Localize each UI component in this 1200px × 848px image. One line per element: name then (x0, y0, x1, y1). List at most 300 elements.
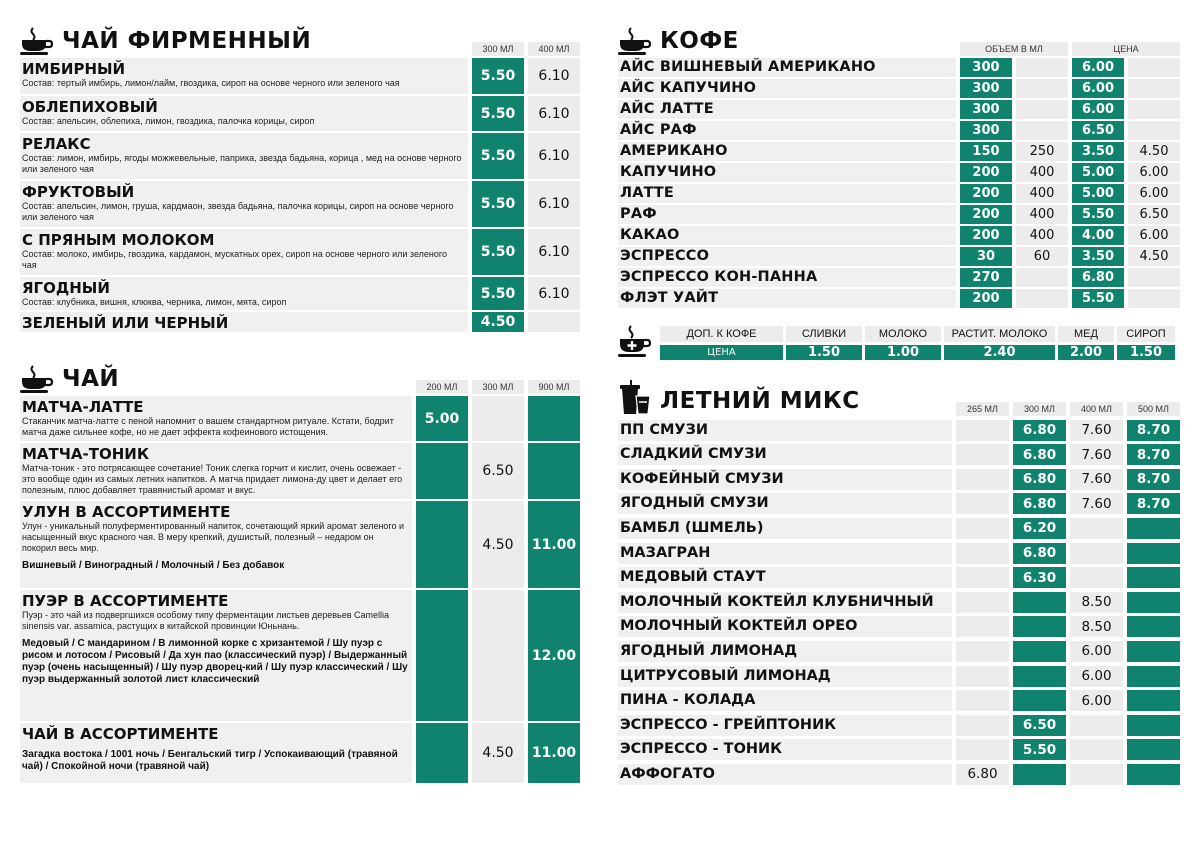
size-header: 900 МЛ (528, 380, 580, 394)
signature-tea-title: ЧАЙ ФИРМЕННЫЙ (62, 28, 312, 54)
price-cell (956, 518, 1009, 539)
menu-row (20, 590, 580, 721)
price-cell (1013, 616, 1066, 637)
price-cell: 5.00 (1072, 163, 1124, 182)
description-label: Состав: (22, 297, 55, 307)
price-cell: 6.00 (1070, 690, 1123, 711)
price-cell: 6.10 (528, 133, 580, 179)
volume-cell: 200 (960, 205, 1012, 224)
price-cell: 4.50 (472, 501, 524, 588)
price-cell (1013, 764, 1066, 785)
item-name: ПП СМУЗИ (618, 420, 952, 441)
coffee-row (618, 268, 1180, 287)
coffee-column-headers (956, 42, 1180, 56)
description-label: Состав: (22, 116, 55, 126)
price-cell (1127, 567, 1180, 588)
price-cell (956, 469, 1009, 490)
price-cell: 6.00 (1072, 79, 1124, 98)
summer-row (618, 420, 1180, 441)
coffee-row (618, 184, 1180, 203)
addon-price: 2.40 (944, 345, 1055, 360)
price-cell (956, 616, 1009, 637)
item-name: СЛАДКИЙ СМУЗИ (618, 444, 952, 465)
item-name: РАФ (618, 205, 956, 224)
size-header: 300 МЛ (472, 380, 524, 394)
volume-cell: 300 (960, 121, 1012, 140)
price-cell: 5.50 (472, 96, 524, 131)
price-cell (1070, 567, 1123, 588)
price-cell: 4.50 (1128, 142, 1180, 161)
cup-plus-icon (618, 324, 652, 360)
price-cell (1127, 641, 1180, 662)
price-cell (956, 641, 1009, 662)
menu-row (20, 443, 580, 499)
item-name: МАЗАГРАН (618, 543, 952, 564)
size-header: 300 МЛ (472, 42, 524, 56)
price-cell (1127, 616, 1180, 637)
price-cell: 6.50 (1128, 205, 1180, 224)
item-name: АЙС РАФ (618, 121, 956, 140)
left-column (20, 14, 580, 783)
size-header: 300 МЛ (1013, 402, 1066, 416)
price-cell (956, 690, 1009, 711)
item-name: ЧАЙ В АССОРТИМЕНТЕ (22, 725, 219, 743)
price-cell (528, 443, 580, 499)
price-cell: 6.80 (1072, 268, 1124, 287)
summer-row (618, 543, 1180, 564)
description-text: лимон, имбирь, ягоды можжевельные, паприка, звезда бадьяна, корица , мед на основе черного или зеленого чая (22, 153, 462, 174)
item-name: КОФЕЙНЫЙ СМУЗИ (618, 469, 952, 490)
coffee-row (618, 247, 1180, 266)
item-description: Стаканчик матча-латте с пеной напомнит о вашем стандартном ритуале. Кстати, бодрит матча даже сильнее кофе, но не дает эффекта кофеинового истощения. (22, 416, 394, 437)
addon-header: МЕД (1058, 326, 1114, 342)
price-cell (956, 592, 1009, 613)
price-cell (956, 715, 1009, 736)
price-cell: 7.60 (1070, 444, 1123, 465)
price-cell (956, 666, 1009, 687)
item-description: Матча-тоник - это потрясающее сочетание! Тоник слегка горчит и кислит, очень освежает - это вообще один из самых летних напитков. А матча придает лимона-ду цвет и делает его полезным, плюс добавляет травянистый аромат и вкус. (22, 463, 403, 495)
tea-header (20, 352, 580, 394)
price-cell (472, 396, 524, 441)
volume-cell: 200 (960, 163, 1012, 182)
size-header: 200 МЛ (416, 380, 468, 394)
price-cell (1013, 690, 1066, 711)
price-cell (956, 567, 1009, 588)
description-label: Состав: (22, 153, 55, 163)
summer-size-headers (952, 402, 1180, 416)
cold-drinks-icon (618, 382, 652, 416)
coffee-row (618, 205, 1180, 224)
price-cell: 6.00 (1070, 641, 1123, 662)
menu-item-info (20, 133, 468, 179)
summer-row (618, 616, 1180, 637)
signature-tea-header (20, 14, 580, 56)
price-cell: 8.50 (1070, 592, 1123, 613)
price-cell (1127, 715, 1180, 736)
price-cell: 8.70 (1127, 493, 1180, 514)
menu-item-info (20, 58, 468, 94)
volume-cell: 400 (1016, 226, 1068, 245)
price-cell (416, 723, 468, 783)
price-cell: 5.50 (472, 229, 524, 275)
price-cell: 4.00 (1072, 226, 1124, 245)
price-cell: 6.10 (528, 181, 580, 227)
item-varieties: Загадка востока / 1001 ночь / Бенгальский тигр / Успокаивающий (травяной чай) / Спокойной ночи (травяной чай) (22, 749, 398, 772)
menu-row (20, 501, 580, 588)
addon-price: 1.50 (786, 345, 862, 360)
size-header: 265 МЛ (956, 402, 1009, 416)
description-text: апельсин, лимон, груша, кардмаон, звезда бадьяна, палочка корицы, сироп на основе черного или зеленого чая (22, 201, 454, 222)
volume-cell: 400 (1016, 205, 1068, 224)
price-cell: 6.80 (1013, 543, 1066, 564)
tea-title: ЧАЙ (62, 366, 120, 392)
price-cell: 3.50 (1072, 247, 1124, 266)
addon-header: ДОП. К КОФЕ (660, 326, 783, 342)
size-header: 400 МЛ (528, 42, 580, 56)
item-description (22, 249, 464, 271)
price-cell: 6.00 (1072, 58, 1124, 77)
item-name: МОЛОЧНЫЙ КОКТЕЙЛ КЛУБНИЧНЫЙ (618, 592, 952, 613)
description-label: Состав: (22, 78, 55, 88)
price-cell (1128, 121, 1180, 140)
summer-row (618, 666, 1180, 687)
price-cell (1127, 592, 1180, 613)
price-cell (472, 590, 524, 721)
addon-price: 2.00 (1058, 345, 1114, 360)
description-label: Состав: (22, 201, 55, 211)
coffee-row (618, 100, 1180, 119)
price-cell: 6.80 (1013, 444, 1066, 465)
coffee-row (618, 142, 1180, 161)
description-text: апельсин, облепиха, лимон, гвоздика, палочка корицы, сироп (54, 116, 315, 126)
right-column (618, 14, 1180, 785)
volume-cell: 30 (960, 247, 1012, 266)
item-description: Улун - уникальный полуферментированный напиток, сочетающий яркий аромат зеленого и насыщенный вкус красного чая. В меру крепкий, душистый, полезный – недаром он покорил весь мир. (22, 521, 405, 553)
size-header: 500 МЛ (1127, 402, 1180, 416)
price-cell (416, 590, 468, 721)
price-cell: 5.50 (472, 58, 524, 94)
price-cell (1013, 666, 1066, 687)
item-name: БАМБЛ (ШМЕЛЬ) (618, 518, 952, 539)
volume-cell: 200 (960, 184, 1012, 203)
item-name: ЦИТРУСОВЫЙ ЛИМОНАД (618, 666, 952, 687)
item-description (22, 201, 464, 223)
addon-price: 1.50 (1117, 345, 1175, 360)
price-cell (1128, 268, 1180, 287)
item-name: ЯГОДНЫЙ ЛИМОНАД (618, 641, 952, 662)
price-cell (1128, 79, 1180, 98)
volume-cell (1016, 79, 1068, 98)
price-cell (956, 444, 1009, 465)
description-label: Состав: (22, 249, 55, 259)
item-name: ЭСПРЕССО - ГРЕЙПТОНИК (618, 715, 952, 736)
item-name: ЭСПРЕССО - ТОНИК (618, 739, 952, 760)
summer-row (618, 567, 1180, 588)
item-description: Пуэр - это чай из подвергшихся особому типу ферментации листьев деревьев Camellia sinensis var. assamica, растущих в китайской провинции Юньнань. (22, 610, 390, 631)
item-name: АМЕРИКАНО (618, 142, 956, 161)
description-text: клубника, вишня, клюква, черника, лимон, мята, сироп (54, 297, 287, 307)
menu-item-info (20, 501, 412, 588)
volume-cell: 250 (1016, 142, 1068, 161)
volume-cell (1016, 121, 1068, 140)
price-cell: 6.50 (1072, 121, 1124, 140)
price-cell (1013, 641, 1066, 662)
coffee-row (618, 226, 1180, 245)
price-cell: 5.00 (1072, 184, 1124, 203)
price-cell (1070, 764, 1123, 785)
coffee-list (618, 58, 1180, 308)
item-description (22, 116, 464, 127)
tea-size-headers (412, 380, 580, 394)
summer-row (618, 764, 1180, 785)
menu-row (20, 181, 580, 227)
price-cell (1127, 764, 1180, 785)
addon-price-label: ЦЕНА (660, 345, 783, 360)
price-cell: 5.50 (1072, 289, 1124, 308)
menu-row (20, 96, 580, 131)
price-cell: 6.10 (528, 229, 580, 275)
item-name: ФРУКТОВЫЙ (22, 183, 135, 201)
cup-icon (618, 22, 652, 56)
price-cell (1128, 289, 1180, 308)
volume-cell: 300 (960, 100, 1012, 119)
item-name: МОЛОЧНЫЙ КОКТЕЙЛ ОРЕО (618, 616, 952, 637)
volume-cell (1016, 268, 1068, 287)
item-name: ЯГОДНЫЙ (22, 279, 110, 297)
price-cell: 6.10 (528, 277, 580, 310)
description-text: тертый имбирь, лимон/лайм, гвоздика, сироп на основе черного или зеленого чая (54, 78, 400, 88)
item-name: ИМБИРНЫЙ (22, 60, 126, 78)
item-name: ЭСПРЕССО КОН-ПАННА (618, 268, 956, 287)
price-header: ЦЕНА (1072, 42, 1180, 56)
price-cell (1127, 518, 1180, 539)
volume-cell: 300 (960, 79, 1012, 98)
price-cell: 7.60 (1070, 493, 1123, 514)
signature-size-headers (468, 42, 580, 56)
menu-row (20, 723, 580, 783)
menu-item-info (20, 181, 468, 227)
cup-icon (20, 22, 54, 56)
price-cell: 11.00 (528, 501, 580, 588)
price-cell: 11.00 (528, 723, 580, 783)
volume-cell (1016, 58, 1068, 77)
price-cell: 5.50 (1072, 205, 1124, 224)
price-cell (416, 443, 468, 499)
menu-row (20, 229, 580, 275)
price-cell (1070, 715, 1123, 736)
price-cell: 6.10 (528, 58, 580, 94)
price-cell: 4.50 (472, 312, 524, 332)
item-name: АФФОГАТО (618, 764, 952, 785)
item-name: ЯГОДНЫЙ СМУЗИ (618, 493, 952, 514)
price-cell: 6.00 (1128, 226, 1180, 245)
coffee-row (618, 58, 1180, 77)
summer-mix-list (618, 420, 1180, 785)
price-cell: 6.00 (1072, 100, 1124, 119)
coffee-title: КОФЕ (660, 28, 739, 54)
item-name: КАКАО (618, 226, 956, 245)
price-cell: 4.50 (472, 723, 524, 783)
item-name: ЛАТТЕ (618, 184, 956, 203)
price-cell: 6.00 (1128, 184, 1180, 203)
menu-item-info (20, 96, 468, 131)
tea-list (20, 396, 580, 783)
summer-row (618, 444, 1180, 465)
price-cell (1070, 518, 1123, 539)
price-cell: 6.50 (1013, 715, 1066, 736)
item-name: С ПРЯНЫМ МОЛОКОМ (22, 231, 215, 249)
item-name: АЙС ЛАТТЕ (618, 100, 956, 119)
item-name: ПИНА - КОЛАДА (618, 690, 952, 711)
menu-row (20, 396, 580, 441)
summer-row (618, 592, 1180, 613)
price-cell (956, 420, 1009, 441)
price-cell: 4.50 (1128, 247, 1180, 266)
addon-header: РАСТИТ. МОЛОКО (944, 326, 1055, 342)
volume-cell: 270 (960, 268, 1012, 287)
price-cell (1127, 543, 1180, 564)
coffee-row (618, 289, 1180, 308)
price-cell (1013, 592, 1066, 613)
coffee-row (618, 121, 1180, 140)
price-cell (1128, 100, 1180, 119)
summer-mix-title: ЛЕТНИЙ МИКС (660, 388, 860, 414)
volume-cell: 200 (960, 289, 1012, 308)
summer-row (618, 739, 1180, 760)
price-cell: 6.20 (1013, 518, 1066, 539)
price-cell (956, 493, 1009, 514)
price-cell: 6.80 (956, 764, 1009, 785)
price-cell (528, 312, 580, 332)
item-name: ЗЕЛЕНЫЙ ИЛИ ЧЕРНЫЙ (22, 314, 229, 332)
size-header: 400 МЛ (1070, 402, 1123, 416)
cup-icon (20, 360, 54, 394)
price-cell (1127, 666, 1180, 687)
price-cell (416, 501, 468, 588)
price-cell (528, 396, 580, 441)
price-cell: 6.50 (472, 443, 524, 499)
price-cell (1128, 58, 1180, 77)
summer-row (618, 641, 1180, 662)
addons-table (660, 326, 1175, 360)
item-name: МАТЧА-ТОНИК (22, 445, 150, 463)
price-cell: 5.50 (472, 277, 524, 310)
price-cell: 6.80 (1013, 420, 1066, 441)
volume-header: ОБЪЕМ В МЛ (960, 42, 1068, 56)
coffee-row (618, 79, 1180, 98)
summer-row (618, 690, 1180, 711)
price-cell: 6.00 (1070, 666, 1123, 687)
item-name: МАТЧА-ЛАТТЕ (22, 398, 144, 416)
price-cell: 5.50 (472, 133, 524, 179)
price-cell: 6.00 (1128, 163, 1180, 182)
price-cell: 6.80 (1013, 493, 1066, 514)
item-name: ФЛЭТ УАЙТ (618, 289, 956, 308)
volume-cell: 400 (1016, 163, 1068, 182)
menu-item-info (20, 443, 412, 499)
menu-item-info (20, 590, 412, 721)
price-cell: 8.70 (1127, 420, 1180, 441)
item-name: АЙС ВИШНЕВЫЙ АМЕРИКАНО (618, 58, 956, 77)
price-cell (1070, 543, 1123, 564)
item-varieties: Вишневый / Виноградный / Молочный / Без добавок (22, 560, 285, 571)
item-name: РЕЛАКС (22, 135, 91, 153)
price-cell: 6.10 (528, 96, 580, 131)
addon-header: СИРОП (1117, 326, 1175, 342)
menu-row (20, 277, 580, 310)
description-text: молоко, имбирь, гвоздика, кардамон, мускатных орех, сироп на основе черного или зеленого чая (22, 249, 447, 270)
coffee-row (618, 163, 1180, 182)
item-name: КАПУЧИНО (618, 163, 956, 182)
price-cell (1127, 690, 1180, 711)
coffee-addons (618, 324, 1180, 360)
summer-mix-header (618, 374, 1180, 416)
volume-cell: 150 (960, 142, 1012, 161)
price-cell: 6.30 (1013, 567, 1066, 588)
volume-cell: 400 (1016, 184, 1068, 203)
price-cell: 5.00 (416, 396, 468, 441)
signature-tea-list (20, 58, 580, 332)
price-cell (956, 739, 1009, 760)
addon-header: МОЛОКО (865, 326, 941, 342)
item-name: МЕДОВЫЙ СТАУТ (618, 567, 952, 588)
price-cell: 8.50 (1070, 616, 1123, 637)
item-name: ОБЛЕПИХОВЫЙ (22, 98, 158, 116)
volume-cell (1016, 289, 1068, 308)
menu-row (20, 312, 580, 332)
menu-item-info (20, 229, 468, 275)
price-cell: 3.50 (1072, 142, 1124, 161)
addon-price: 1.00 (865, 345, 941, 360)
price-cell: 8.70 (1127, 444, 1180, 465)
item-name: ЭСПРЕССО (618, 247, 956, 266)
summer-row (618, 493, 1180, 514)
price-cell: 8.70 (1127, 469, 1180, 490)
volume-cell: 300 (960, 58, 1012, 77)
price-cell: 7.60 (1070, 469, 1123, 490)
price-cell: 6.80 (1013, 469, 1066, 490)
price-cell: 5.50 (472, 181, 524, 227)
price-cell (956, 543, 1009, 564)
volume-cell: 60 (1016, 247, 1068, 266)
price-cell: 5.50 (1013, 739, 1066, 760)
price-cell: 7.60 (1070, 420, 1123, 441)
summer-row (618, 715, 1180, 736)
menu-row (20, 58, 580, 94)
menu-item-info (20, 277, 468, 310)
item-name: УЛУН В АССОРТИМЕНТЕ (22, 503, 231, 521)
coffee-header (618, 14, 1180, 56)
item-description (22, 297, 464, 308)
item-name: АЙС КАПУЧИНО (618, 79, 956, 98)
menu-item-info (20, 723, 412, 783)
summer-row (618, 469, 1180, 490)
price-cell (1127, 739, 1180, 760)
item-description (22, 153, 464, 175)
volume-cell: 200 (960, 226, 1012, 245)
item-description (22, 78, 464, 89)
item-name: ПУЭР В АССОРТИМЕНТЕ (22, 592, 229, 610)
menu-item-info (20, 312, 468, 332)
volume-cell (1016, 100, 1068, 119)
summer-row (618, 518, 1180, 539)
price-cell (1070, 739, 1123, 760)
item-varieties: Медовый / С мандарином / В лимонной корке с хризантемой / Шу пуэр с рисом и лотосом / Рисовый / Да хун пао (классический пуэр) / Выдержанный пуэр (очень насыщенный) / Шу пуэр дворец-кий / Шу пуэр классический / Шу пуэр выдержанный золотой лист классический (22, 638, 408, 685)
addon-header: СЛИВКИ (786, 326, 862, 342)
menu-item-info (20, 396, 412, 441)
price-cell: 12.00 (528, 590, 580, 721)
menu-row (20, 133, 580, 179)
